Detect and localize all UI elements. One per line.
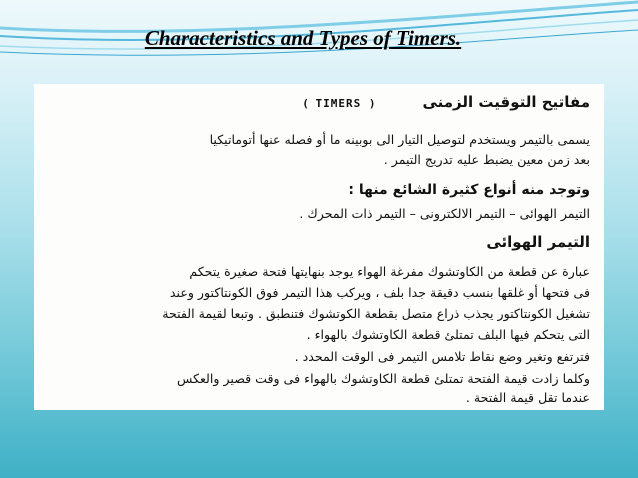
paragraph-line-1: عبارة عن قطعة من الكاوتشوك مفرغة الهواء يوجد بنهايتها فتحة صغيرة يتحكم: [189, 264, 590, 279]
paragraph-line-3: تشغيل الكونتاكتور يجذب ذراع متصل بقطعة الكوتشوك فتنطبق . وتبعا لقيمة الفتحة: [162, 306, 590, 321]
intro-line-2: بعد زمن معين يضبط عليه تدريج التيمر .: [383, 152, 590, 167]
air-timer-heading: التيمر الهوائى: [486, 233, 590, 251]
document-heading-en: ( TIMERS ): [302, 97, 376, 110]
intro-line-1: يسمى بالتيمر ويستخدم لتوصيل التيار الى بوبينه ما أو فصله عنها أتوماتيكيا: [209, 132, 590, 147]
document-heading: مفاتيح التوقيت الزمنى ( TIMERS ): [302, 93, 590, 111]
types-list: التيمر الهوائى – التيمر الالكترونى – التيمر ذات المحرك .: [299, 206, 590, 221]
paragraph-line-6: وكلما زادت قيمة الفتحة تمتلئ قطعة الكاوتشوك بالهواء فى وقت قصير والعكس: [176, 371, 590, 386]
paragraph-line-4: التى يتحكم فيها البلف تمتلئ قطعة الكاوتشوك بالهواء .: [306, 327, 590, 342]
scanned-document: [34, 84, 604, 410]
slide-title: Characteristics and Types of Timers.: [144, 26, 462, 50]
paragraph-line-5: فترتفع وتغير وضع نقاط تلامس التيمر فى الوقت المحدد .: [294, 349, 590, 364]
types-heading: وتوجد منه أنواع كثيرة الشائع منها :: [348, 182, 590, 198]
paragraph-line-2: فى فتحها أو غلقها بنسب دقيقة جدا بلف ، ويركب هذا التيمر فوق الكونتاكتور وعند: [169, 285, 590, 300]
paragraph-line-7: عندما تقل قيمة الفتحة .: [465, 390, 590, 405]
